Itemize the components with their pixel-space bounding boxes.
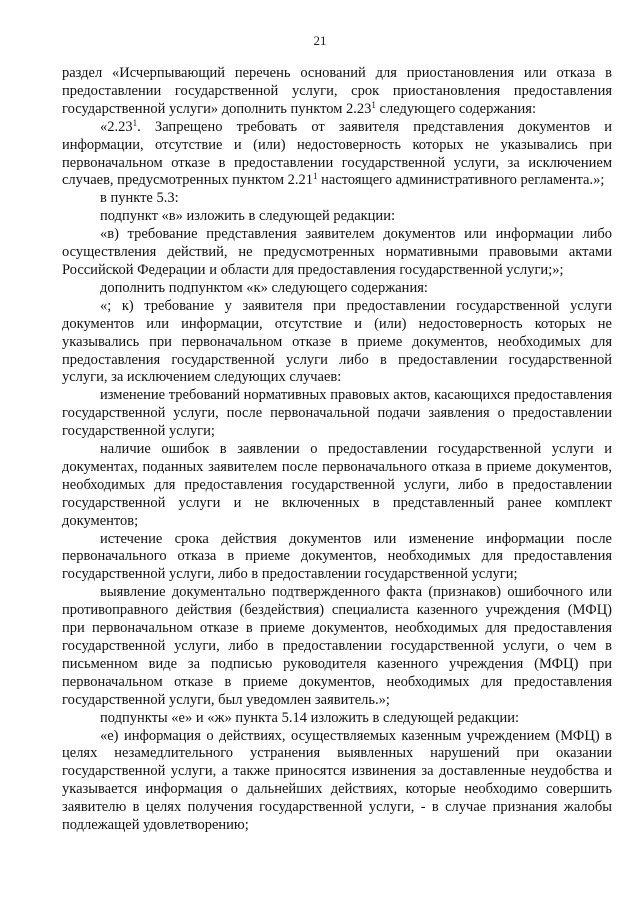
paragraph-exception-2: наличие ошибок в заявлении о предоставлении государственной услуги и документах, поданных заявителем после первоначального отказа в приеме документов, необходимых для предоставления государственной услуги, либо в предоставлении государственной услуги и не включенных в представленный ранее комплект документов; [62, 441, 612, 529]
paragraph-exception-3: истечение срока действия документов или изменение информации после первоначального отказа в приеме документов, необходимых для предоставления государственной услуги, либо в предоставлении государственной услуги; [62, 530, 612, 583]
paragraph-subpoint-v-intro: подпункт «в» изложить в следующей редакции: [100, 208, 395, 225]
paragraph-exception-4: выявление документально подтвержденного факта (признаков) ошибочного или противоправного действия (бездействия) специалиста казенного учреждения (МФЦ) при первоначальном отказе в приеме документов, необходимых для предоставления государственной услуги, либо в предоставлении государственной услуги, о чем в письменном виде за подписью руководителя казенного учреждения (МФЦ) при первоначальном отказе в приеме документов, необходимых для предоставления государственной услуги, был уведомлен заявитель.»; [62, 584, 612, 708]
paragraph-section-amendment: раздел «Исчерпывающий перечень оснований для приостановления или отказа в предоставлении государственной услуги, срок приостановления предоставления государственной услуги» дополнить пунктом 2.23$^1$ следующего содержания: [62, 65, 612, 117]
paragraph-point-5-3: в пункте 5.3: [100, 190, 179, 207]
paragraph-point-5-14-intro: подпункты «е» и «ж» пункта 5.14 изложить в следующей редакции: [100, 709, 520, 726]
document-body [62, 65, 612, 835]
paragraph-subpoint-k: «; к) требование у заявителя при предоставлении государственной услуги документов или информации, отсутствие и (или) недостоверность которых не указывались при первоначальном отказе в приеме документов, необходимых для предоставления государственной услуги либо в предоставлении государственной услуги, за исключением следующих случаев: [62, 297, 612, 386]
page-number: 21 [313, 33, 327, 48]
paragraph-exception-1: изменение требований нормативных правовых актов, касающихся предоставления государственной услуги, после первоначальной подачи заявления о предоставлении государственной услуги; [62, 387, 612, 440]
paragraph-subpoint-k-intro: дополнить подпунктом «к» следующего содержания: [100, 279, 428, 296]
paragraph-clause-2-23-1: «2.23$^1$. Запрещено требовать от заявителя представления документов и информации, отсутствие и (или) недостоверность которых не указывались при первоначальном отказе в предоставлении государственной услуги, за исключением случаев, предусмотренных пунктом 2.21$^1$ настоящего административного регламента.»; [62, 117, 612, 189]
paragraph-subpoint-e: «е) информация о действиях, осуществляемых казенным учреждением (МФЦ) в целях незамедлительного устранения выявленных нарушений при оказании государственной услуги, а также приносятся извинения за доставленные неудобства и указывается информация о дальнейших действиях, которые необходимо совершить заявителю в целях получения государственной услуги, - в случае признания жалобы подлежащей удовлетворению; [62, 727, 612, 834]
paragraph-subpoint-v: «в) требование представления заявителем документов или информации либо осуществления действий, не предусмотренных нормативными правовыми актами Российской Федерации и области для предоставления государственной услуги;»; [62, 226, 612, 278]
